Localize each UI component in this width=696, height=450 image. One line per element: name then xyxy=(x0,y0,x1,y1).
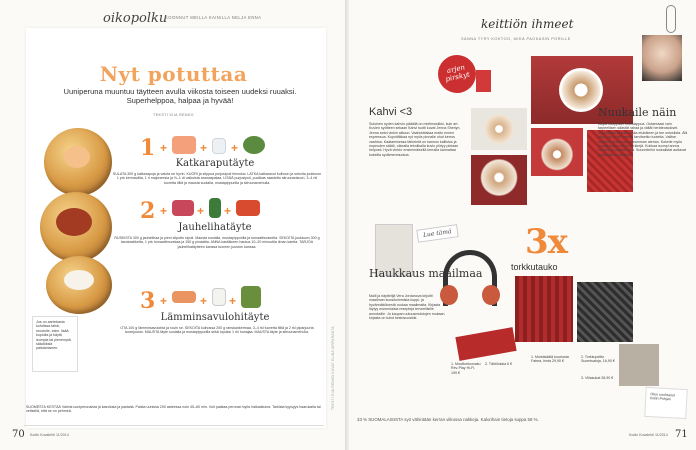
section-2-title: Jauhelihatäyte xyxy=(178,222,252,233)
page-meta: Kodin Kuvalehti 11/2014 xyxy=(629,433,668,437)
torkku-item-3: 3. Villasukat 28,90 € xyxy=(581,376,614,380)
right-header-subtitle: SANNA TYRY KOKTOO, MIKÄ PAOKASIN PORILLE xyxy=(461,37,571,41)
left-header-subtitle: KOONNUT MEILLA KAINILLA NELJA ENNA xyxy=(165,15,262,20)
section-1-body: SULATA 300 g katkarapuja ja valuta ne hyvin. KUORI ja silppua purjosipuli hienoksi. LATKA katkaravut kulhoon ja sekoita joukkoon 1 prk kermaviilia, 1 rl majoneesia ja ½–1 dl valkoista ananaspalaa. LISÄÄ purjosipuli, puolikas raastettu sitruunankuori, 3–4 rkl tuoretta tilliä ja mausta suolalla, mustapippurilla ja sitruunamehulla. xyxy=(112,172,322,185)
kahvi-title: Kahvi <3 xyxy=(369,106,413,118)
shrimp-icon xyxy=(172,136,196,154)
nuukaile-body: Käytä kauppaan ostoslappua. Ostaessasi vain tarpeellisen säästät rahaa ja vältät heräteostokset. Suunnittele päivän ruoka etukäteen ja tee ostoslista. Älä osta, jos et ole varma, tarvitsetko tuotetta. Valitse tuotteita, joista saa useamman aterian. Kokeile myös ruokakaupan omia merkkejä. Kokkaa isompi annos kerralla ja pakasta osa. Suunnitellut ruokalistat auttavat pysymään budjetissa. xyxy=(598,122,688,157)
page-title: Nyt potuttaa xyxy=(99,62,248,86)
sandwich-photo xyxy=(455,327,516,361)
right-page xyxy=(349,0,696,450)
count-3x: 3x xyxy=(525,222,567,262)
pillow-photo xyxy=(515,276,573,342)
section-2-body: RUSKISTA 300 g jauhelihaa ja pieni silputtu sipuli. Mausta suolalla, mustapippurilla ja tomaattisoseella. SEKOITA joukkoon 300 g tacokastiketta, 1 prk tomaattimurskaa ja 150 g pinaattia. ANNA kastikkeen hautua 10–20 minuuttia ilman kantta. TARJOA jauhelihatäytteen kanssa tuoreen juuston kanssa. xyxy=(114,236,320,249)
page-number: 70 xyxy=(12,429,25,440)
kahvi-body: Suloinen syden kahvin pääällä on mielimusiikki, kuin art. Kuvien syötteen sekaan Kahvi tuotti kuvat Jenna Sheriyn. Jenna antoi vinkin alkuun: Vaahdottakaa maito ennen espressoa. Kupoittikkaa nyt myös pinnalle ohut kerros vaahtoa. Kaatamisessa tärkeintä on kannun kallistus ja nopeuden säätö, oikealla tekniikalla kuvio piirtyy pintaan helposti. Hyvä vinkki: ensimmäisellä kerralla kannattaa kokeilla sydämenmuotoa. xyxy=(369,122,461,157)
tag-label: Lue tämä xyxy=(416,224,458,243)
red-photo xyxy=(476,70,491,92)
left-page xyxy=(0,0,347,450)
plus-icon: + xyxy=(160,294,168,308)
haukkaus-body: Malli ja näyttelijä Vera Jordanova kirjoitti maailman suosituimmista kuppi- ja hyvännäköisestä ruokaa maailmalta. Kirjasta löytyy monenlaisia resepteja terveellisille annoksille. Jo kaupan uutuusmuistojen mukaan kirjasta on tullut kestosuosikki. xyxy=(369,294,445,321)
plus-icon: + xyxy=(231,141,239,155)
plus-icon: + xyxy=(229,294,237,308)
right-header-title: keittiön ihmeet xyxy=(481,17,574,31)
potato-image-1 xyxy=(44,128,112,196)
section-1-number: 1 xyxy=(140,135,156,161)
blanket-photo xyxy=(577,282,633,342)
coffee-photo-2 xyxy=(531,128,583,176)
coffee-photo-1 xyxy=(471,108,527,150)
section-3-number: 3 xyxy=(140,288,156,314)
side-tip-box: Jos on aarrebasia kohdissa tahdi, muotoile, esim. lisää kopioita ja käytä isompia tai pienempiä säädöksiä paistamiseen. xyxy=(32,316,78,372)
page-meta: Kodin Kuvalehti 11/2014 xyxy=(30,433,69,437)
cream-icon xyxy=(212,138,226,154)
haukkaus-item-1: 1. Moottorikorvaku Rev-Play Hi-Fi, 199 € xyxy=(451,362,481,375)
potato-image-3 xyxy=(46,256,112,314)
plus-icon: + xyxy=(224,204,232,218)
plus-icon: + xyxy=(197,204,205,218)
left-header-title: oikopolku xyxy=(103,11,168,26)
cream-cup-icon xyxy=(212,288,226,306)
herb-icon xyxy=(243,136,265,154)
torkku-item-2: 2. Torkkupeitto Suomisatoja, 16,90 € xyxy=(581,355,615,364)
potato-image-2 xyxy=(40,192,112,262)
plus-icon: + xyxy=(200,294,208,308)
section-3-title: Lämminsavulohitäyte xyxy=(160,312,270,323)
divider xyxy=(24,425,324,426)
badge: arjen pirskyt xyxy=(434,51,479,96)
paperclip-icon xyxy=(666,5,676,33)
section-1-title: Katkaraputäyte xyxy=(175,158,255,169)
coffee-photo-3 xyxy=(471,155,527,205)
footnote: SUOMESTA KESTÄÄ Valmis uuniperunaista ja kasviksia ja pastalla. Paista uunissa 200 asteessa noin 45–60 min. Voit paistaa perunat myös halkaistuina. Tarkista kypsyys haarukalla tai veitsellä, että se on pehmeä. xyxy=(26,405,321,414)
torkku-item-1: 1. Muistisäätä kuoriosta Fatma, hinta 29,90 € xyxy=(531,355,569,364)
socks-photo xyxy=(619,344,659,386)
tomato-can-icon xyxy=(236,200,260,216)
plus-icon: + xyxy=(200,141,208,155)
author-photo xyxy=(642,35,682,81)
credit-line: TEKSTI KIIA RENKO xyxy=(153,113,194,117)
torkkutauko-title: torkkutauko xyxy=(511,262,558,272)
jar-icon xyxy=(209,198,221,218)
note-card: Olen unohtanut kotiin Pohjan xyxy=(644,387,688,419)
vertical-credit: TEKSTI KIIA RENKO KUVAT ELINA SIRPARANTA xyxy=(331,326,335,410)
section-2-number: 2 xyxy=(140,198,156,224)
haukkaus-title: Haukkaus maailmaa xyxy=(369,267,483,280)
banner-stat: 33 % SUOMALAISISTA syö vähintään kerran viikossa nakkeja. Kalorihain tietoja suppa 58 %. xyxy=(357,417,539,422)
nuukaile-title: Nuukaile näin xyxy=(598,106,677,119)
plus-icon: + xyxy=(160,141,168,155)
mince-icon xyxy=(172,200,194,216)
section-3-body: OTA 100 g lämminsavulohta ja rouhi se. SEKOITA kulhossa 200 g ranskankermaa, 3–4 rkl tuoretta tilliä ja 2 rkl piparjuurta tuorejuusto. MAUSTA täyte suolalla ja mustapippurilla sekä lopuksi 1 rkl hunajaa. MAUSTA täyte ja sitruunamehulla. xyxy=(120,326,314,335)
lead-text: Uuniperuna muuntuu täytteen avulla viikosta toiseen uudeksi ruuaksi. Superhelppoa, halpaa ja hyvää! xyxy=(63,87,297,106)
page-number: 71 xyxy=(675,429,688,440)
pickle-jar-icon xyxy=(241,286,261,308)
haukkaus-item-2: 2. Tähtiloksia 6 € xyxy=(485,362,513,366)
plus-icon: + xyxy=(160,204,168,218)
salmon-icon xyxy=(172,291,196,303)
